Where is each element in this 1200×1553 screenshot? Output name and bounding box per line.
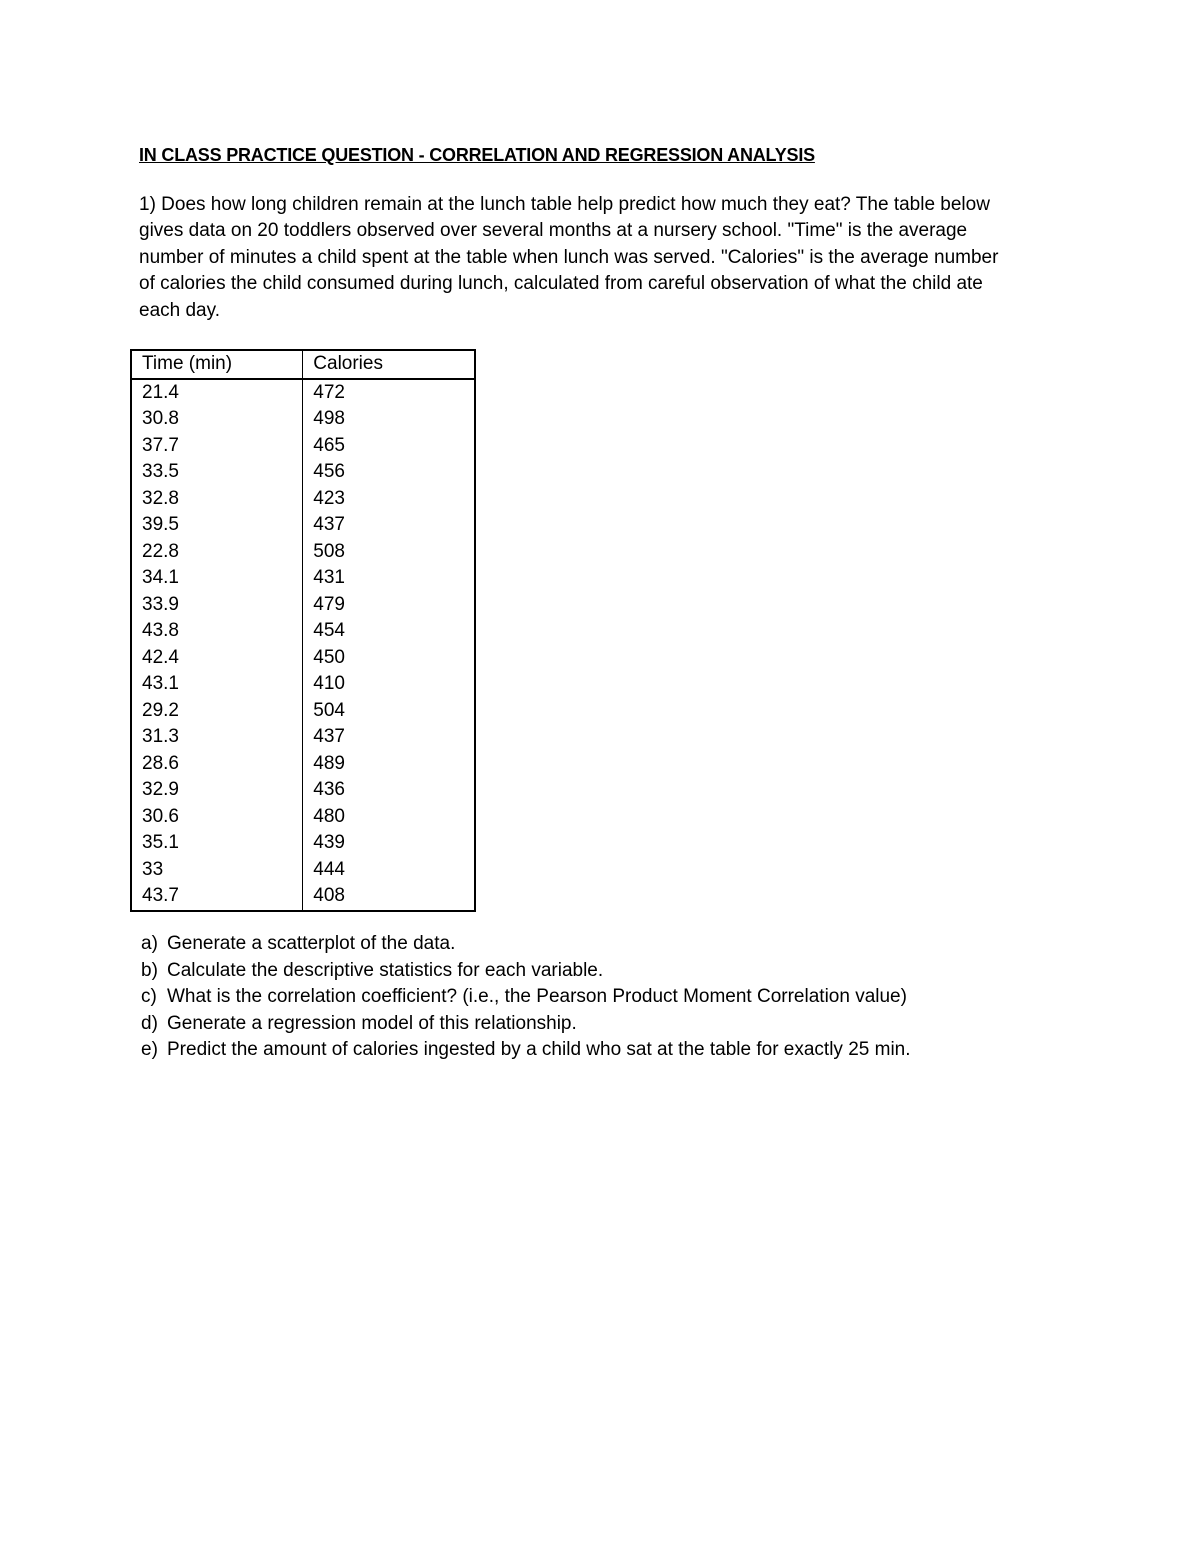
calories-cell: 423 xyxy=(313,487,345,509)
task-text: Predict the amount of calories ingested by a child who sat at the table for exactly 25 min. xyxy=(167,1039,911,1061)
calories-cell: 454 xyxy=(313,620,345,641)
calories-cell: 498 xyxy=(313,408,345,429)
calories-cell: 450 xyxy=(313,646,345,668)
task-item xyxy=(141,931,911,958)
table-row xyxy=(131,539,475,566)
table-row xyxy=(131,379,475,407)
calories-cell: 472 xyxy=(313,381,345,403)
calories-cell: 437 xyxy=(313,726,345,747)
time-cell: 35.1 xyxy=(131,830,303,857)
calories-cell: 508 xyxy=(313,540,345,562)
calories-cell: 489 xyxy=(313,752,345,774)
table-row xyxy=(131,512,475,539)
document-title: IN CLASS PRACTICE QUESTION - CORRELATION AND REGRESSION ANALYSIS xyxy=(139,145,815,165)
calories-cell: 444 xyxy=(313,858,345,880)
task-marker: a) xyxy=(141,933,158,954)
task-marker: b) xyxy=(141,959,158,981)
question-text: 1) Does how long children remain at the lunch table help predict how much they eat? The table below gives data on 20 toddlers observed over several months at a nursery school. "Time" is the average number of minutes a child spent at the table when lunch was served. "Calories" is the average number of calories the child consumed during lunch, calculated from careful observation of what the child ate each day. xyxy=(139,194,999,321)
calories-cell: 480 xyxy=(313,805,345,827)
table-row xyxy=(131,433,475,460)
time-cell: 32.8 xyxy=(131,486,303,513)
task-text: Generate a regression model of this relationship. xyxy=(167,1012,577,1034)
calories-cell: 410 xyxy=(313,673,345,694)
table-header-row xyxy=(131,350,475,379)
time-cell: 32.9 xyxy=(131,777,303,804)
time-cell: 30.8 xyxy=(131,406,303,433)
task-marker: d) xyxy=(141,1012,158,1034)
calories-cell: 437 xyxy=(313,514,345,535)
task-item xyxy=(141,958,911,985)
table-row xyxy=(131,618,475,645)
calories-cell: 465 xyxy=(313,434,345,456)
calories-cell: 408 xyxy=(313,885,345,906)
task-text: What is the correlation coefficient? (i.e., the Pearson Product Moment Correlation value) xyxy=(167,986,907,1008)
table-body xyxy=(131,379,475,911)
task-list xyxy=(141,931,911,1064)
table-row xyxy=(131,406,475,433)
data-table xyxy=(130,349,476,912)
time-cell: 29.2 xyxy=(131,698,303,725)
task-text: Calculate the descriptive statistics for each variable. xyxy=(167,959,604,981)
calories-cell: 431 xyxy=(313,567,345,588)
task-marker: c) xyxy=(141,986,157,1008)
task-marker: e) xyxy=(141,1039,158,1061)
task-item xyxy=(141,1037,911,1064)
task-item xyxy=(141,984,911,1011)
table-row xyxy=(131,883,475,911)
time-cell: 21.4 xyxy=(131,379,303,407)
time-cell: 43.7 xyxy=(131,883,303,911)
table-row xyxy=(131,804,475,831)
time-cell: 33.9 xyxy=(131,592,303,619)
table-row xyxy=(131,671,475,698)
table-row xyxy=(131,592,475,619)
time-cell: 43.1 xyxy=(131,671,303,698)
task-text: Generate a scatterplot of the data. xyxy=(167,933,456,954)
table-row xyxy=(131,857,475,884)
table-row xyxy=(131,459,475,486)
table-row xyxy=(131,698,475,725)
calories-cell: 439 xyxy=(313,832,345,853)
column-header-time: Time (min) xyxy=(131,350,303,379)
time-cell: 33.5 xyxy=(131,459,303,486)
table-row xyxy=(131,777,475,804)
time-cell: 30.6 xyxy=(131,804,303,831)
time-cell: 33 xyxy=(131,857,303,884)
calories-cell: 436 xyxy=(313,779,345,800)
table-row xyxy=(131,751,475,778)
calories-cell: 456 xyxy=(313,461,345,482)
table-row xyxy=(131,645,475,672)
time-cell: 31.3 xyxy=(131,724,303,751)
table-row xyxy=(131,724,475,751)
time-cell: 37.7 xyxy=(131,433,303,460)
table-row xyxy=(131,486,475,513)
calories-cell: 479 xyxy=(313,593,345,615)
table-row xyxy=(131,830,475,857)
calories-cell: 504 xyxy=(313,699,345,721)
task-item xyxy=(141,1011,911,1038)
column-header-calories: Calories xyxy=(303,350,475,379)
time-cell: 22.8 xyxy=(131,539,303,566)
time-cell: 39.5 xyxy=(131,512,303,539)
time-cell: 43.8 xyxy=(131,618,303,645)
time-cell: 42.4 xyxy=(131,645,303,672)
table-row xyxy=(131,565,475,592)
time-cell: 34.1 xyxy=(131,565,303,592)
time-cell: 28.6 xyxy=(131,751,303,778)
